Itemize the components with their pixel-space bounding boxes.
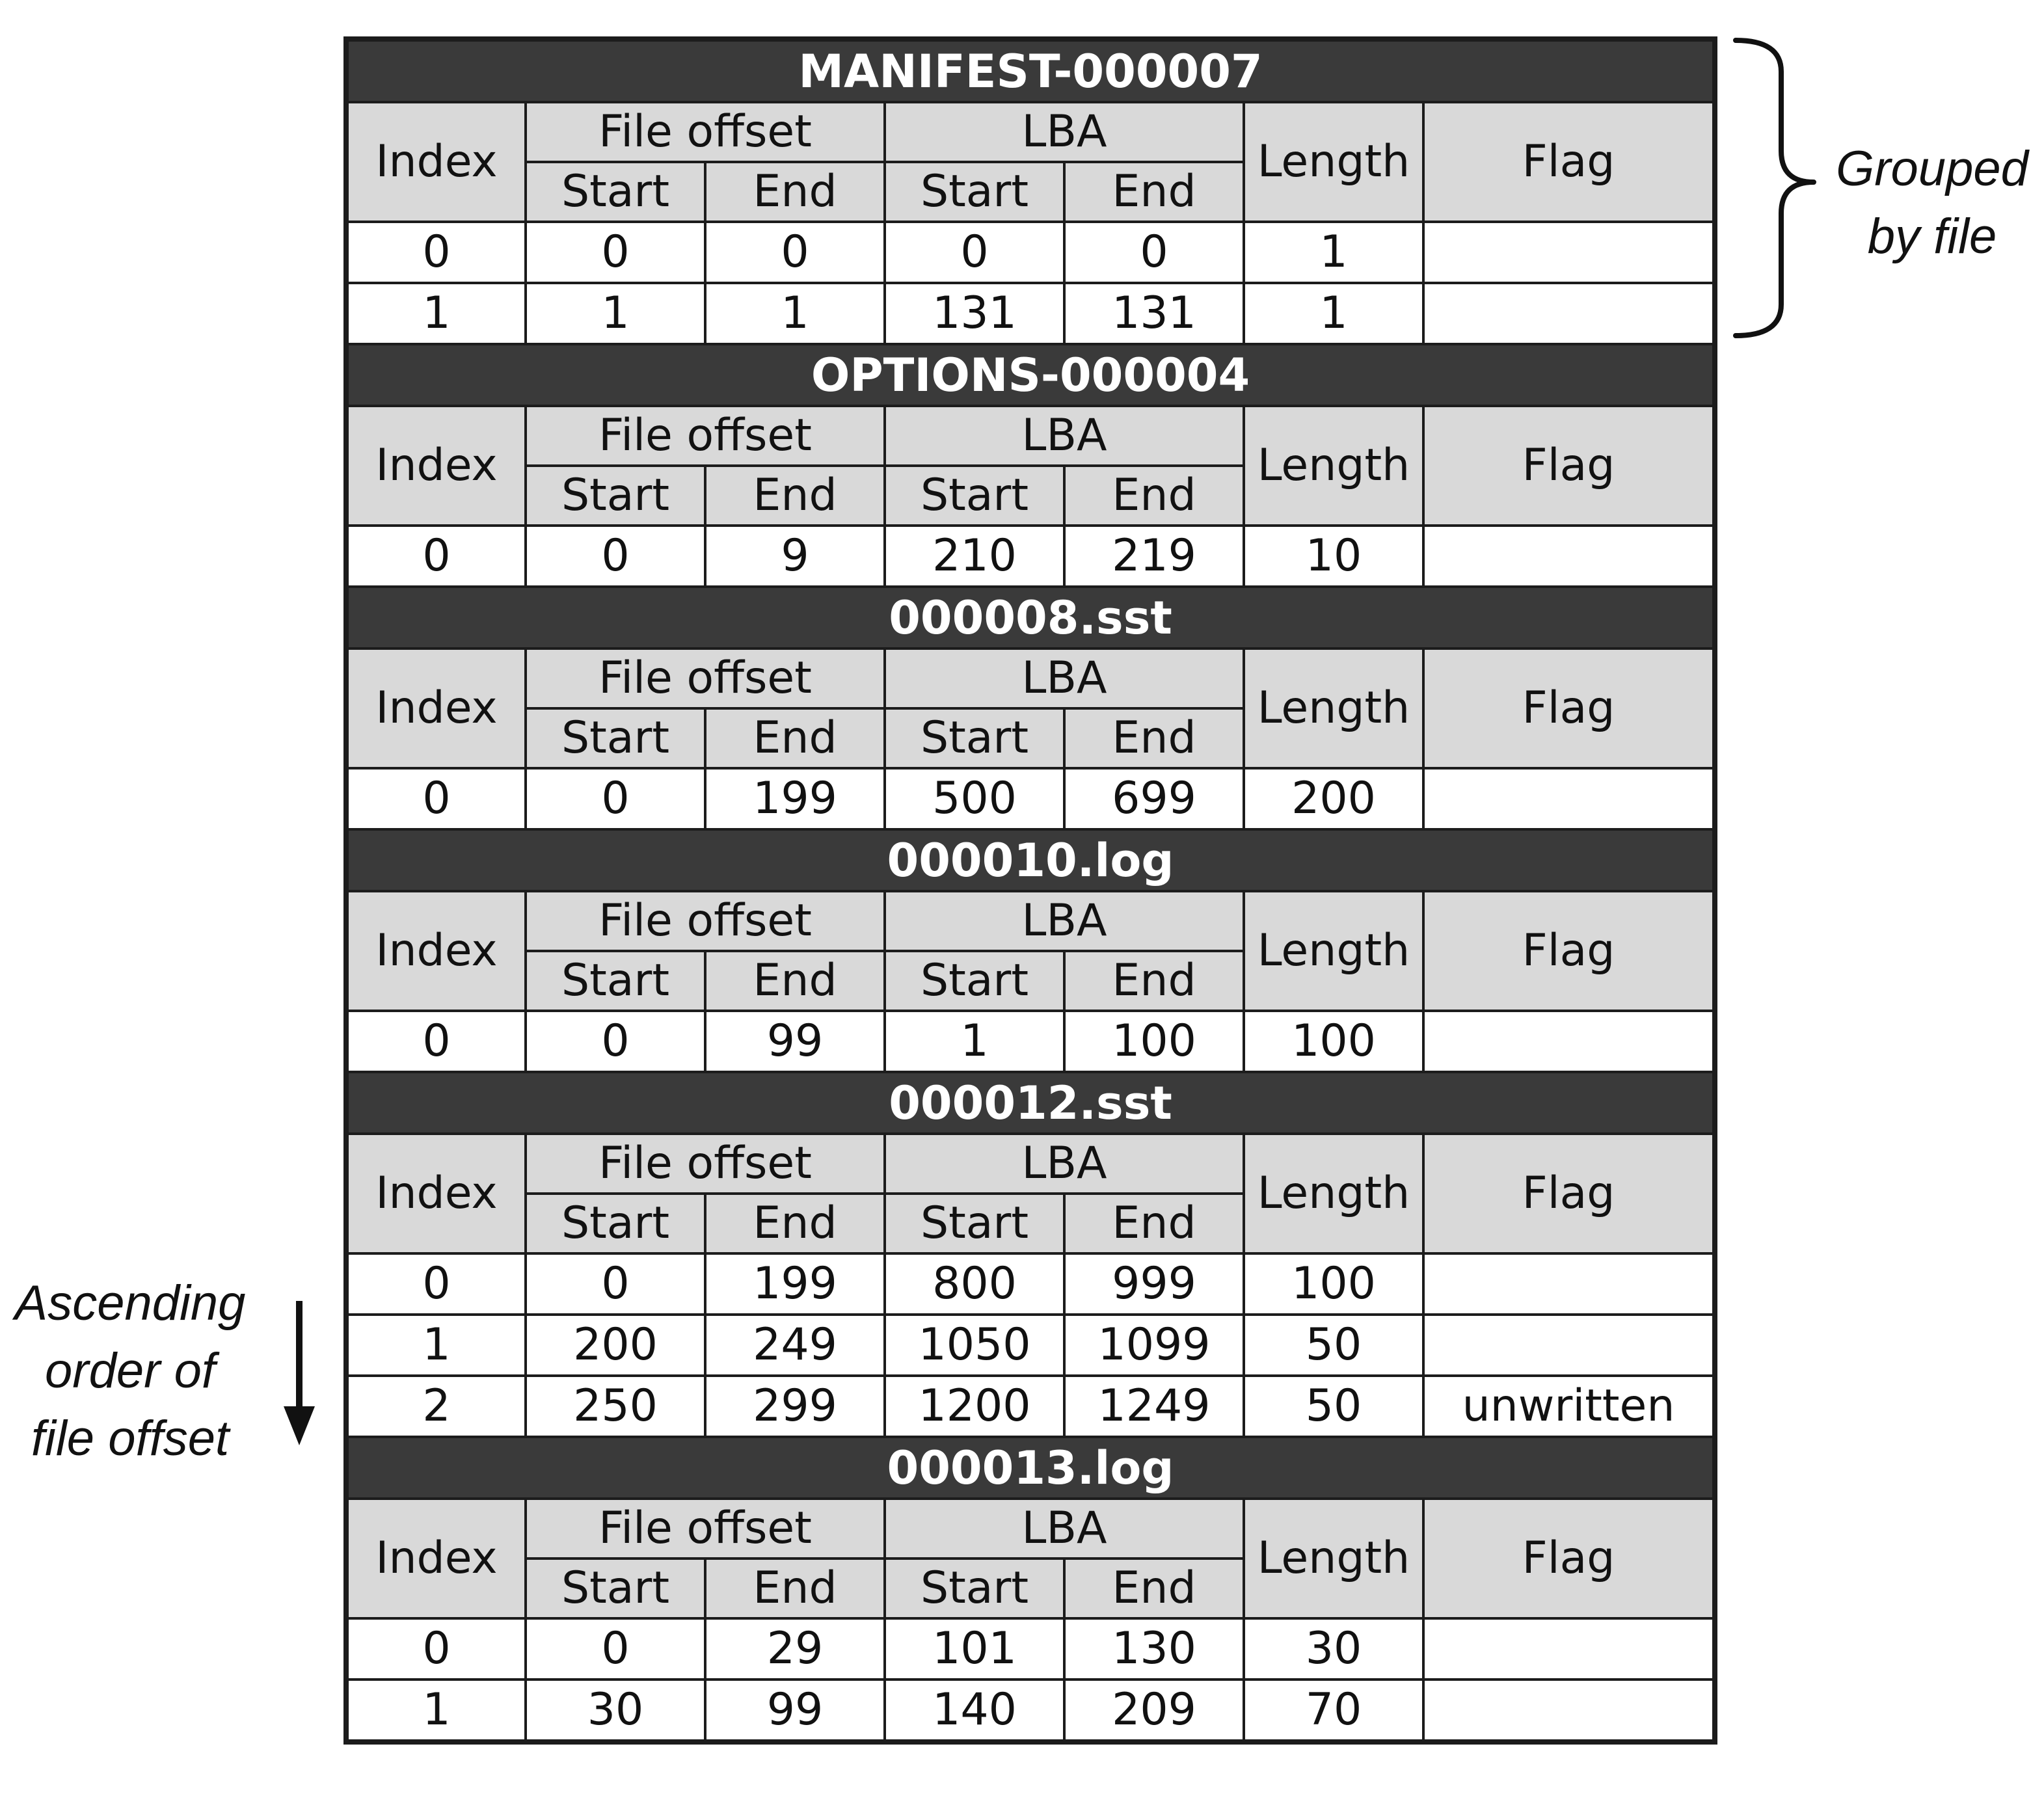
grouped-annotation-line: Grouped [1836, 141, 2028, 196]
curly-brace-icon [1736, 40, 1814, 336]
header-row [346, 891, 1715, 951]
header-lba: LBA [885, 1134, 1244, 1194]
cell-index: 0 [346, 222, 526, 283]
header-index: Index [346, 649, 526, 768]
cell-lba-end: 0 [1064, 222, 1244, 283]
header-row [346, 102, 1715, 162]
header-index: Index [346, 102, 526, 222]
header-file-start: Start [526, 1194, 705, 1253]
cell-lba-start: 0 [885, 222, 1064, 283]
cell-file-start: 250 [526, 1376, 705, 1437]
header-index: Index [346, 1499, 526, 1618]
cell-file-end: 99 [705, 1011, 885, 1072]
cell-lba-start: 500 [885, 768, 1064, 829]
ascending-annotation-line: order of [45, 1343, 215, 1398]
cell-length: 10 [1244, 526, 1423, 587]
ascending-annotation-line: file offset [31, 1411, 230, 1466]
table-row [346, 1618, 1715, 1679]
cell-length: 1 [1244, 283, 1423, 344]
cell-file-end: 199 [705, 768, 885, 829]
cell-lba-end: 1249 [1064, 1376, 1244, 1437]
table-row [346, 283, 1715, 344]
file-name-title: 000013.log [346, 1437, 1715, 1499]
header-length: Length [1244, 406, 1423, 526]
cell-file-end: 249 [705, 1315, 885, 1376]
header-index: Index [346, 891, 526, 1011]
table-row [346, 1253, 1715, 1315]
header-file-end: End [705, 1194, 885, 1253]
file-name-title: 000012.sst [346, 1072, 1715, 1134]
cell-lba-start: 210 [885, 526, 1064, 587]
cell-file-start: 200 [526, 1315, 705, 1376]
header-row [346, 406, 1715, 466]
header-index: Index [346, 1134, 526, 1253]
cell-index: 1 [346, 1315, 526, 1376]
header-lba-end: End [1064, 708, 1244, 768]
header-file-start: Start [526, 708, 705, 768]
cell-flag [1423, 768, 1715, 829]
cell-flag [1423, 1253, 1715, 1315]
cell-lba-end: 999 [1064, 1253, 1244, 1315]
header-file-offset: File offset [526, 102, 885, 162]
header-length: Length [1244, 102, 1423, 222]
cell-lba-end: 699 [1064, 768, 1244, 829]
header-flag: Flag [1423, 649, 1715, 768]
cell-lba-start: 1 [885, 1011, 1064, 1072]
cell-length: 50 [1244, 1315, 1423, 1376]
header-file-end: End [705, 951, 885, 1011]
cell-length: 100 [1244, 1011, 1423, 1072]
header-lba: LBA [885, 649, 1244, 708]
cell-index: 1 [346, 283, 526, 344]
cell-flag [1423, 1679, 1715, 1742]
header-lba-start: Start [885, 1194, 1064, 1253]
cell-lba-end: 209 [1064, 1679, 1244, 1742]
header-flag: Flag [1423, 1134, 1715, 1253]
header-file-start: Start [526, 1559, 705, 1618]
cell-flag [1423, 1315, 1715, 1376]
cell-lba-end: 1099 [1064, 1315, 1244, 1376]
header-file-offset: File offset [526, 406, 885, 466]
header-lba-start: Start [885, 708, 1064, 768]
table-row [346, 768, 1715, 829]
cell-length: 100 [1244, 1253, 1423, 1315]
header-file-end: End [705, 1559, 885, 1618]
cell-flag [1423, 1011, 1715, 1072]
cell-length: 30 [1244, 1618, 1423, 1679]
cell-index: 0 [346, 526, 526, 587]
header-file-start: Start [526, 951, 705, 1011]
grouped-annotation-line: by file [1867, 209, 1997, 264]
cell-flag [1423, 222, 1715, 283]
header-file-offset: File offset [526, 1134, 885, 1194]
header-length: Length [1244, 1134, 1423, 1253]
cell-flag [1423, 283, 1715, 344]
file-name-title: 000008.sst [346, 587, 1715, 649]
cell-length: 1 [1244, 222, 1423, 283]
file-title-row [346, 829, 1715, 891]
header-file-offset: File offset [526, 649, 885, 708]
file-title-row [346, 1072, 1715, 1134]
cell-lba-start: 131 [885, 283, 1064, 344]
header-lba-end: End [1064, 162, 1244, 222]
header-file-offset: File offset [526, 1499, 885, 1559]
cell-lba-start: 1050 [885, 1315, 1064, 1376]
header-length: Length [1244, 1499, 1423, 1618]
file-name-title: MANIFEST-000007 [346, 39, 1715, 102]
cell-file-end: 0 [705, 222, 885, 283]
header-lba: LBA [885, 406, 1244, 466]
header-lba-end: End [1064, 951, 1244, 1011]
cell-flag: unwritten [1423, 1376, 1715, 1437]
cell-lba-start: 1200 [885, 1376, 1064, 1437]
cell-lba-end: 131 [1064, 283, 1244, 344]
header-lba-end: End [1064, 1559, 1244, 1618]
header-length: Length [1244, 649, 1423, 768]
header-flag: Flag [1423, 891, 1715, 1011]
header-index: Index [346, 406, 526, 526]
cell-index: 2 [346, 1376, 526, 1437]
cell-file-start: 0 [526, 526, 705, 587]
file-name-title: 000010.log [346, 829, 1715, 891]
cell-file-end: 1 [705, 283, 885, 344]
ascending-order-annotation [0, 1270, 260, 1473]
cell-file-start: 0 [526, 1253, 705, 1315]
file-name-title: OPTIONS-000004 [346, 344, 1715, 406]
header-lba-start: Start [885, 1559, 1064, 1618]
ascending-annotation-line: Ascending [14, 1276, 246, 1331]
grouped-by-file-annotation [1822, 135, 2043, 271]
table-row [346, 1315, 1715, 1376]
header-file-start: Start [526, 466, 705, 526]
header-row [346, 1499, 1715, 1559]
cell-file-start: 0 [526, 222, 705, 283]
header-lba: LBA [885, 891, 1244, 951]
cell-file-start: 1 [526, 283, 705, 344]
table-row [346, 1011, 1715, 1072]
cell-file-start: 0 [526, 1011, 705, 1072]
cell-index: 0 [346, 1253, 526, 1315]
file-title-row [346, 344, 1715, 406]
header-row [346, 649, 1715, 708]
cell-flag [1423, 526, 1715, 587]
header-length: Length [1244, 891, 1423, 1011]
cell-flag [1423, 1618, 1715, 1679]
header-flag: Flag [1423, 406, 1715, 526]
table-row [346, 526, 1715, 587]
extent-mapping-table [343, 36, 1717, 1745]
header-file-end: End [705, 162, 885, 222]
file-title-row [346, 587, 1715, 649]
cell-index: 0 [346, 768, 526, 829]
cell-file-start: 0 [526, 1618, 705, 1679]
header-lba: LBA [885, 102, 1244, 162]
header-lba-start: Start [885, 951, 1064, 1011]
table-row [346, 222, 1715, 283]
cell-length: 200 [1244, 768, 1423, 829]
cell-lba-end: 130 [1064, 1618, 1244, 1679]
header-lba-start: Start [885, 162, 1064, 222]
down-arrow-head-icon [284, 1406, 315, 1445]
cell-index: 0 [346, 1618, 526, 1679]
file-title-row [346, 39, 1715, 102]
header-file-end: End [705, 466, 885, 526]
cell-file-end: 9 [705, 526, 885, 587]
header-file-offset: File offset [526, 891, 885, 951]
file-title-row [346, 1437, 1715, 1499]
header-lba: LBA [885, 1499, 1244, 1559]
cell-length: 50 [1244, 1376, 1423, 1437]
header-lba-end: End [1064, 466, 1244, 526]
header-lba-end: End [1064, 1194, 1244, 1253]
cell-file-end: 299 [705, 1376, 885, 1437]
cell-file-start: 30 [526, 1679, 705, 1742]
table-row [346, 1376, 1715, 1437]
cell-file-end: 29 [705, 1618, 885, 1679]
cell-lba-end: 100 [1064, 1011, 1244, 1072]
cell-lba-start: 140 [885, 1679, 1064, 1742]
cell-length: 70 [1244, 1679, 1423, 1742]
cell-file-start: 0 [526, 768, 705, 829]
header-flag: Flag [1423, 1499, 1715, 1618]
cell-lba-start: 800 [885, 1253, 1064, 1315]
header-row [346, 1134, 1715, 1194]
header-file-start: Start [526, 162, 705, 222]
cell-index: 1 [346, 1679, 526, 1742]
header-file-end: End [705, 708, 885, 768]
table-row [346, 1679, 1715, 1742]
cell-lba-start: 101 [885, 1618, 1064, 1679]
cell-index: 0 [346, 1011, 526, 1072]
header-flag: Flag [1423, 102, 1715, 222]
cell-file-end: 99 [705, 1679, 885, 1742]
cell-lba-end: 219 [1064, 526, 1244, 587]
header-lba-start: Start [885, 466, 1064, 526]
cell-file-end: 199 [705, 1253, 885, 1315]
